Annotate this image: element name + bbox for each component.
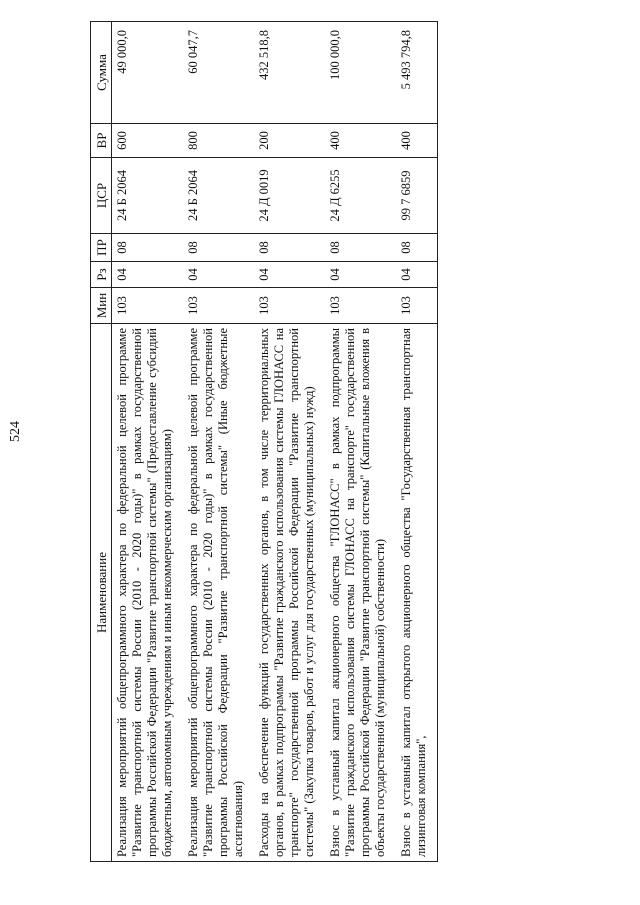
row-vr: 600: [112, 124, 184, 158]
table-header: [91, 22, 112, 862]
row-vr: 800: [183, 124, 254, 158]
row-name: Взнос в уставный капитал открытого акционерного общества "Государственная транспортная лизинговая компания",: [396, 324, 438, 862]
row-pr: 08: [396, 234, 438, 262]
row-pr: 08: [254, 234, 325, 262]
header-rz: Рз: [91, 262, 112, 288]
table-row: [325, 22, 396, 862]
page-number: 524: [8, 421, 23, 442]
row-sum: 49 000,0: [112, 22, 184, 124]
row-name: Взнос в уставный капитал акционерного общества "ГЛОНАСС" в рамках подпрограммы "Развитие гражданского использования системы ГЛОНАСС на транспорте" государственной программы Российской Федерации "Развитие транспортной системы" (Капитальные вложения в объекты государственной (муниципальной) собственности): [325, 324, 396, 862]
table-row: [396, 22, 438, 862]
table-row: [112, 22, 184, 862]
header-name: Наименование: [91, 324, 112, 862]
row-rz: 04: [396, 262, 438, 288]
row-name: Реализация мероприятий общепрограммного характера по федеральной целевой программе "Развитие транспортной системы России (2010 - 2020 годы)" в рамках государственной программы Российской Федерации "Развитие транспортной системы" (Иные бюджетные ассигнования): [183, 324, 254, 862]
row-csr: 24 Б 2064: [183, 158, 254, 234]
table-row: [254, 22, 325, 862]
header-sum: Сумма: [91, 22, 112, 124]
row-pr: 08: [112, 234, 184, 262]
row-csr: 24 Д 0019: [254, 158, 325, 234]
budget-table: [90, 21, 438, 862]
row-sum: 432 518,8: [254, 22, 325, 124]
row-rz: 04: [112, 262, 184, 288]
header-csr: ЦСР: [91, 158, 112, 234]
row-name: Реализация мероприятий общепрограммного характера по федеральной целевой программе "Развитие транспортной системы России (2010 - 2020 годы)" в рамках государственной программы Российской Федерации "Развитие транспортной системы" (Предоставление субсидий бюджетным, автономным учреждениям и иным некоммерческим организациям): [112, 324, 184, 862]
row-name: Расходы на обеспечение функций государственных органов, в том числе территориальных органов, в рамках подпрограммы "Развитие гражданского использования системы ГЛОНАСС на транспорте" государственной программы Российской Федерации "Развитие транспортной системы" (Закупка товаров, работ и услуг для государственных (муниципальных) нужд): [254, 324, 325, 862]
row-csr: 24 Д 6255: [325, 158, 396, 234]
header-vr: ВР: [91, 124, 112, 158]
row-min: 103: [183, 288, 254, 324]
row-min: 103: [396, 288, 438, 324]
row-rz: 04: [325, 262, 396, 288]
row-csr: 24 Б 2064: [112, 158, 184, 234]
row-min: 103: [325, 288, 396, 324]
row-sum: 100 000,0: [325, 22, 396, 124]
table-body: [112, 22, 438, 862]
row-sum: 5 493 794,8: [396, 22, 438, 124]
row-vr: 200: [254, 124, 325, 158]
row-rz: 04: [254, 262, 325, 288]
row-min: 103: [254, 288, 325, 324]
header-min: Мин: [91, 288, 112, 324]
row-sum: 60 047,7: [183, 22, 254, 124]
table-row: [183, 22, 254, 862]
row-pr: 08: [325, 234, 396, 262]
row-pr: 08: [183, 234, 254, 262]
header-pr: ПР: [91, 234, 112, 262]
budget-table-container: [90, 22, 580, 862]
row-vr: 400: [325, 124, 396, 158]
row-vr: 400: [396, 124, 438, 158]
row-min: 103: [112, 288, 184, 324]
row-rz: 04: [183, 262, 254, 288]
row-csr: 99 7 6859: [396, 158, 438, 234]
